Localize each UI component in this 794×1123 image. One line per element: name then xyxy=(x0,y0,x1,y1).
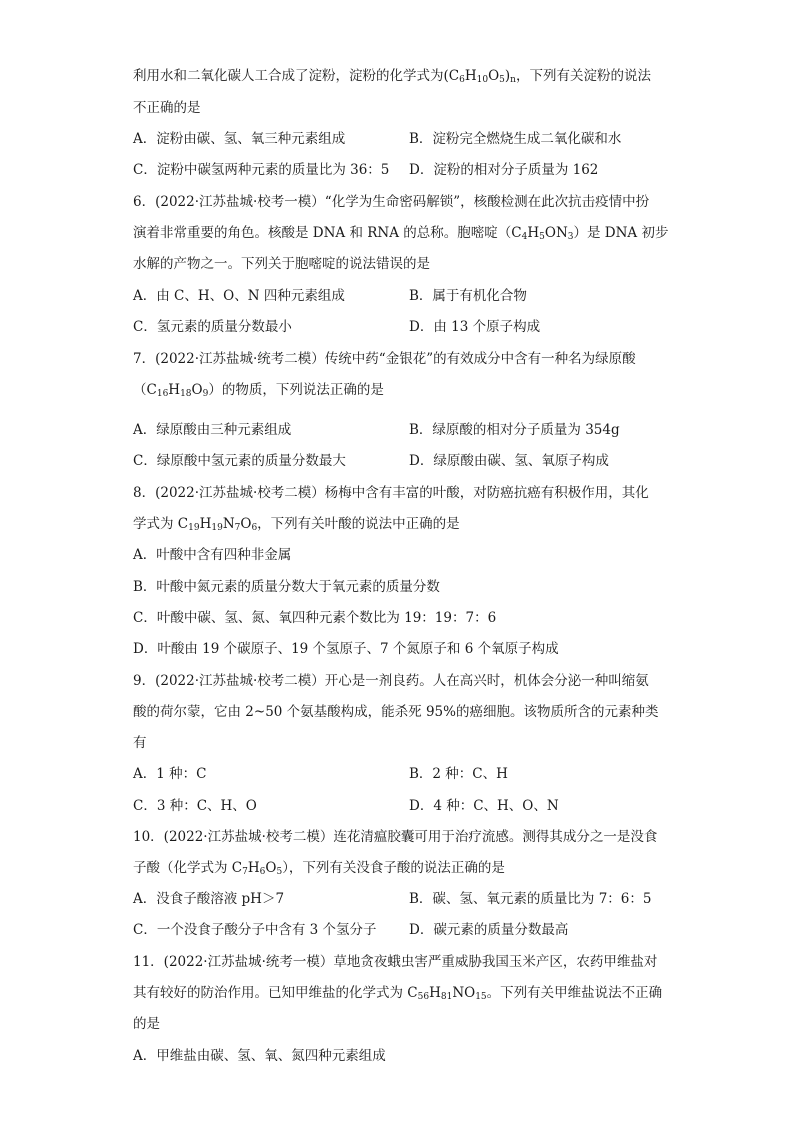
q8-stem-line2 xyxy=(133,514,460,534)
subscript: 6 xyxy=(459,75,465,85)
q8-text: N xyxy=(222,516,235,532)
q7-text: O xyxy=(191,382,203,398)
subscript: 56 xyxy=(417,992,430,1002)
q5-text: ) xyxy=(504,68,511,84)
q5-text: H xyxy=(464,68,477,84)
q9-option-d[interactable]: D．4 种：C、H、O、N xyxy=(409,798,559,814)
q6-option-c[interactable]: C．氢元素的质量分数最小 xyxy=(133,319,292,335)
q9-option-c[interactable]: C．3 种：C、H、O xyxy=(133,798,257,814)
q6-options-row1 xyxy=(133,286,673,306)
q10-option-d[interactable]: D．碳元素的质量分数最高 xyxy=(409,922,569,938)
subscript: 6 xyxy=(251,523,258,533)
q7-text: ）的物质，下列说法正确的是 xyxy=(208,382,384,398)
q7-options-row2 xyxy=(133,451,673,471)
q10-text: H xyxy=(247,860,260,876)
subscript: 19 xyxy=(211,523,223,533)
q7-text: H xyxy=(168,382,181,398)
formula-part: ON xyxy=(544,225,568,241)
q11-option-a[interactable]: A．甲维盐由碳、氢、氧、氮四种元素组成 xyxy=(133,1048,386,1064)
q8-text: O xyxy=(240,516,252,532)
subscript: 81 xyxy=(440,992,453,1002)
q9-stem-line1: 9．(2022·江苏盐城·校考二模）开心是一剂良药。人在高兴时，机体会分泌一种叫缩氨 xyxy=(133,673,649,689)
q8-text: 学式为 C xyxy=(133,516,189,532)
q11-stem-line1: 11．(2022·江苏盐城·统考一模）草地贪夜蛾虫害严重威胁我国玉米产区，农药甲维盐对 xyxy=(133,954,658,970)
q5-text: 利用水和二氧化碳人工合成了淀粉，淀粉的化学式为(C xyxy=(133,68,460,84)
q6-stem-line1: 6．(2022·江苏盐城·校考一模）“化学为生命密码解锁”，核酸检测在此次抗击疫情中扮 xyxy=(133,194,650,210)
q8-option-c[interactable]: C．叶酸中碳、氢、氮、氧四种元素个数比为 19：19：7：6 xyxy=(133,610,497,626)
q5-stem-line2: 不正确的是 xyxy=(133,100,201,116)
q5-text: O xyxy=(488,68,500,84)
subscript: n xyxy=(510,75,516,85)
subscript: 4 xyxy=(521,232,528,242)
subscript: 6 xyxy=(259,867,266,877)
q5-option-c[interactable]: C．淀粉中碳氢两种元素的质量比为 36：5 xyxy=(133,162,390,178)
subscript: 19 xyxy=(188,523,200,533)
q9-option-a[interactable]: A．1 种：C xyxy=(133,766,207,782)
q7-text: （C xyxy=(133,382,157,398)
q9-options-row2 xyxy=(133,796,673,816)
q11-stem-line2 xyxy=(133,983,662,1003)
subscript: 10 xyxy=(476,75,489,85)
formula-part: C xyxy=(511,225,522,241)
q8-text: H xyxy=(199,516,212,532)
cytosine-formula xyxy=(511,225,573,241)
q8-text: ，下列有关叶酸的说法中正确的是 xyxy=(257,516,460,532)
q7-option-c[interactable]: C．绿原酸中氢元素的质量分数最大 xyxy=(133,453,346,469)
q10-text: ），下列有关没食子酸的说法正确的是 xyxy=(282,860,505,876)
q6-option-d[interactable]: D．由 13 个原子构成 xyxy=(409,319,541,335)
q6-text: 演着非常重要的角色。核酸是 DNA 和 RNA 的总称。胞嘧啶（ xyxy=(133,225,512,241)
q5-options-row1 xyxy=(133,129,673,149)
subscript: 7 xyxy=(234,523,241,533)
q11-text: NO xyxy=(452,985,476,1001)
q9-option-b[interactable]: B．2 种：C、H xyxy=(409,766,508,782)
q6-text: ）是 DNA 初步 xyxy=(573,225,669,241)
subscript: 5 xyxy=(539,232,545,242)
q7-option-b[interactable]: B．绿原酸的相对分子质量为 354g xyxy=(409,422,620,438)
q11-text: 。下列有关甲维盐说法不正确 xyxy=(486,985,663,1001)
q8-option-d[interactable]: D．叶酸由 19 个碳原子、19 个氢原子、7 个氮原子和 6 个氧原子构成 xyxy=(133,641,559,657)
q5-options-row2 xyxy=(133,160,673,180)
subscript: 7 xyxy=(242,867,248,877)
subscript: 18 xyxy=(180,389,192,399)
q5-text: ，下列有关淀粉的说法 xyxy=(515,68,651,84)
subscript: 3 xyxy=(567,232,574,242)
q11-text: 其有较好的防治作用。已知甲维盐的化学式为 C xyxy=(133,985,418,1001)
q10-options-row1 xyxy=(133,889,673,909)
q7-option-d[interactable]: D．绿原酸由碳、氢、氧原子构成 xyxy=(409,453,609,469)
q9-options-row1 xyxy=(133,764,673,784)
q6-option-a[interactable]: A．由 C、H、O、N 四种元素组成 xyxy=(133,288,345,304)
q6-stem-line2 xyxy=(133,223,668,243)
q8-stem-line1: 8．(2022·江苏盐城·校考二模）杨梅中含有丰富的叶酸，对防癌抗癌有积极作用，其化 xyxy=(133,485,649,501)
subscript: 5 xyxy=(276,867,283,877)
subscript: 5 xyxy=(499,75,505,85)
q10-option-a[interactable]: A．没食子酸溶液 pH＞7 xyxy=(133,891,285,907)
q7-stem-line2 xyxy=(133,380,384,400)
q9-stem-line3: 有 xyxy=(133,735,147,751)
q5-option-d[interactable]: D．淀粉的相对分子质量为 162 xyxy=(409,162,599,178)
q6-stem-line3: 水解的产物之一。下列关于胞嘧啶的说法错误的是 xyxy=(133,256,430,272)
q10-stem-line1: 10．(2022·江苏盐城·校考二模）连花清瘟胶囊可用于治疗流感。测得其成分之一是没食 xyxy=(133,829,658,845)
q10-stem-line2 xyxy=(133,858,505,878)
q5-option-a[interactable]: A．淀粉由碳、氢、氧三种元素组成 xyxy=(133,131,346,147)
q10-text: 子酸（化学式为 C xyxy=(133,860,243,876)
q10-option-b[interactable]: B．碳、氢、氧元素的质量比为 7：6：5 xyxy=(409,891,652,907)
q5-option-b[interactable]: B．淀粉完全燃烧生成二氧化碳和水 xyxy=(409,131,622,147)
subscript: 9 xyxy=(202,389,209,399)
q5-stem-line1 xyxy=(133,66,651,86)
q10-options-row2 xyxy=(133,920,673,940)
q7-stem-line1: 7．(2022·江苏盐城·统考二模）传统中药“金银花”的有效成分中含有一种名为绿原酸 xyxy=(133,351,636,367)
q8-option-b[interactable]: B．叶酸中氮元素的质量分数大于氧元素的质量分数 xyxy=(133,579,440,595)
q6-options-row2 xyxy=(133,317,673,337)
q9-stem-line2: 酸的荷尔蒙，它由 2~50 个氨基酸构成，能杀死 95%的癌细胞。该物质所含的元素种类 xyxy=(133,704,659,720)
q8-option-a[interactable]: A．叶酸中含有四种非金属 xyxy=(133,547,292,563)
formula-part: H xyxy=(527,225,540,241)
subscript: 15 xyxy=(475,992,487,1002)
q11-stem-line3: 的是 xyxy=(133,1016,160,1032)
q11-text: H xyxy=(429,985,441,1001)
q6-option-b[interactable]: B．属于有机化合物 xyxy=(409,288,527,304)
q7-options-row1 xyxy=(133,420,673,440)
q10-text: O xyxy=(265,860,277,876)
q10-option-c[interactable]: C．一个没食子酸分子中含有 3 个氢分子 xyxy=(133,922,377,938)
subscript: 16 xyxy=(156,389,169,399)
q7-option-a[interactable]: A．绿原酸由三种元素组成 xyxy=(133,422,292,438)
